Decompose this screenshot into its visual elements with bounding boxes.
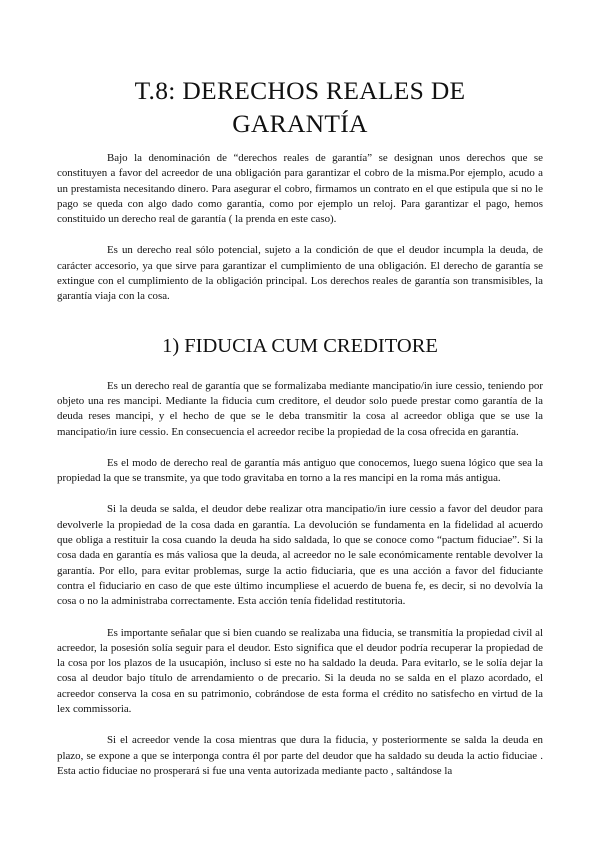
section-paragraph-1: Es un derecho real de garantía que se formalizaba mediante mancipatio/in iure cessio, teniendo por objeto una res mancipi. Mediante la fiducia cum creditore, el deudor solo puede prestar como garantía de la deuda reses mancipi, y el hecho de que se le deba transmitir la cosa al acreedor obliga que se use la mancipatio/in iure cessio. En consecuencia el acreedor recibe la propiedad de la cosa ofrecida en garantía. (57, 379, 543, 438)
section-heading-fiducia: 1) FIDUCIA CUM CREDITORE (162, 334, 438, 357)
intro-paragraph-1: Bajo la denominación de “derechos reales de garantía” se designan unos derechos que se constituyen a favor del acreedor de una obligación para garantizar el cobro de la misma.Por ejemplo, acudo a un prestamista necesitando dinero. Para asegurar el cobro, firmamos un contrato en el que estipula que si no le pago se queda con algo dado como garantía, como por ejemplo un reloj. Para garantizar el pago, hemos constituido un derecho real de garantía ( la prenda en este caso). (57, 152, 543, 226)
section-paragraph-5: Si el acreedor vende la cosa mientras que dura la fiducia, y posteriormente se salda la deuda en plazo, se expone a que se interponga contra él por parte del deudor que ha saldado su deuda la actio fiduciae . Esta actio fiduciae no prosperará si fue una venta autorizada mediante pacto , saltándose la (57, 734, 543, 777)
section-paragraph-3: Si la deuda se salda, el deudor debe realizar otra mancipatio/in iure cessio a favor del deudor para devolverle la propiedad de la cosa dada en garantía. La devolución se fundamenta en la fidelidad al acuerdo que obliga a restituir la cosa cuando la deuda ha sido saldada, lo que se conoce como “pactum fiduciae”. Si la cosa dada en garantía es más valiosa que la deuda, al acreedor no le sale económicamente rentable devolver la garantía. Por ello, para evitar problemas, surge la actio fiduciaria, que es una acción a favor del fiduciante contra el fiduciario en caso de que este último incumpliese el acuerdo de buena fe, es decir, si no devolvía la cosa o no la administraba correctamente. Esta acción tenía fidelidad restitutoria. (57, 503, 543, 608)
title-line-2: GARANTÍA (232, 109, 368, 138)
section-paragraph-2: Es el modo de derecho real de garantía más antiguo que conocemos, luego suena lógico que sea la propiedad la que se transmite, ya que todo gravitaba en torno a la res mancipi en la roma más antigua. (57, 456, 543, 485)
intro-paragraph-2: Es un derecho real sólo potencial, sujeto a la condición de que el deudor incumpla la deuda, de carácter accesorio, ya que sirve para garantizar el cumplimiento de una obligación. El derecho de garantía se extingue con el cumplimiento de la obligación principal. Los derechos reales de garantía son transmisibles, la garantía viaja con la cosa. (57, 244, 543, 303)
title-line-1: T.8: DERECHOS REALES DE (134, 76, 466, 105)
document-title (57, 74, 543, 140)
section-paragraph-4: Es importante señalar que si bien cuando se realizaba una fiducia, se transmitía la propiedad civil al acreedor, la posesión solía seguir para el deudor. Esto significa que el deudor podría recuperar la propiedad de la cosa por los plazos de la usucapión, incluso si este no ha saldado la deuda. Para evitarlo, se le solía dejar la cosa al deudor bajo título de arrendamiento o de precario. Si la deuda no se salda en el plazo acordado, el acreedor conserva la cosa en su patrimonio, cobrándose de esta forma el crédito no satisfecho en virtud de la lex commissoria. (57, 626, 543, 716)
